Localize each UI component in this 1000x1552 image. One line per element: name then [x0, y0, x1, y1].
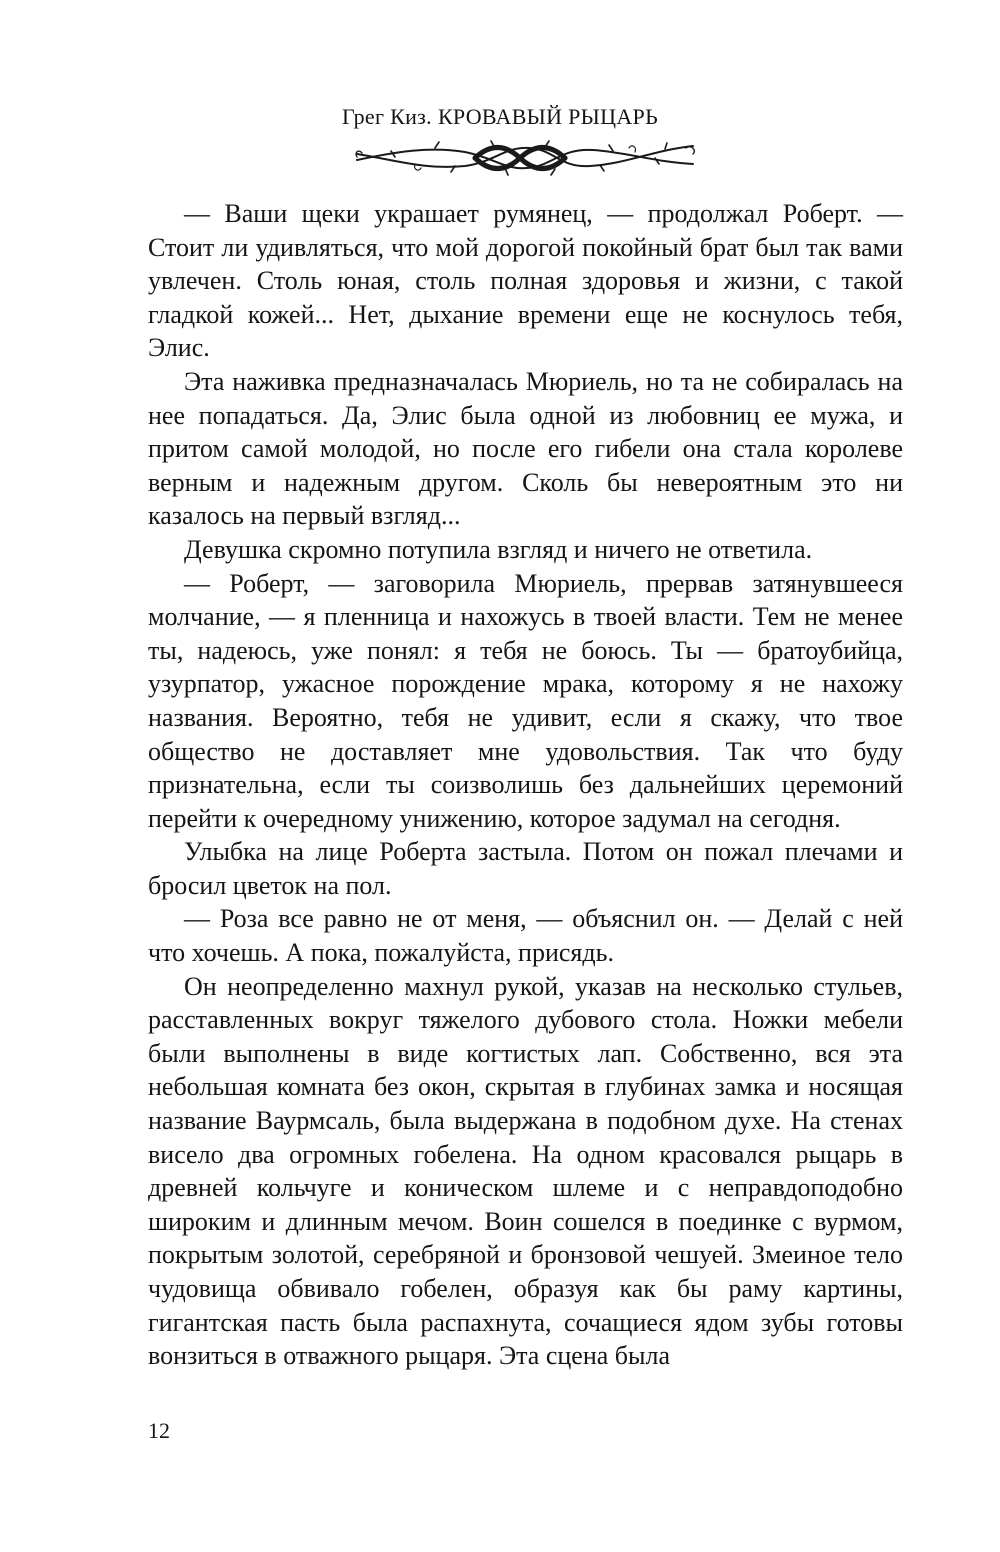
- paragraph: Он неопределенно махнул рукой, указав на несколько стульев, расставленных вокруг тяжелого дубового стола. Ножки мебели были выполнены в виде когтистых лап. Собственно, вся эта небольшая комната без окон, скрытая в глубинах замка и носящая название Ваурмсаль, была выдержана в подобном духе. На стенах висело два огромных гобелена. На одном красовался рыцарь в древней кольчуге и коническом шлеме и с неправдоподобно широким и длинным мечом. Воин сошелся в поединке с вурмом, покрытым золотой, серебряной и бронзовой чешуей. Змеиное тело чудовища обвивало гобелен, образуя как бы раму картины, гигантская пасть была распахнута, сочащиеся ядом зубы готовы вонзиться в отважного рыцаря. Эта сцена была: [148, 971, 903, 1371]
- paragraph: Девушка скромно потупила взгляд и ничего не ответила.: [184, 534, 813, 564]
- paragraph: Эта наживка предназначалась Мюриель, но та не собиралась на нее попадаться. Да, Элис была одной из любовниц ее мужа, и притом самой молодой, но после его гибели она стала королеве верным и надежным другом. Сколь бы невероятным это ни казалось на первый взгляд...: [148, 366, 903, 531]
- header-book-title: КРОВАВЫЙ РЫЦАРЬ: [437, 104, 659, 129]
- body-text: [148, 197, 903, 1373]
- page-number: 12: [148, 1418, 170, 1443]
- header-author: Грег Киз.: [341, 104, 432, 129]
- thorny-vine-ornament-icon: [355, 140, 695, 176]
- paragraph: Улыбка на лице Роберта застыла. Потом он пожал плечами и бросил цветок на пол.: [148, 837, 903, 900]
- paragraph: — Ваши щеки украшает румянец, — продолжал Роберт. — Стоит ли удивляться, что мой дорогой покойный брат был так вами увлечен. Столь юная, столь полная здоровья и жизни, с такой гладкой кожей... Нет, дыхание времени еще не коснулось тебя, Элис.: [148, 199, 903, 363]
- paragraph: — Роберт, — заговорила Мюриель, прервав затянувшееся молчание, — я пленница и нахожусь в твоей власти. Тем не менее ты, надеюсь, уже понял: я тебя не боюсь. Ты — братоубийца, узурпатор, ужасное порождение мрака, которому я не нахожу названия. Вероятно, тебя не удивит, если я скажу, что твое общество не доставляет мне удовольствия. Так что буду признательна, если ты соизволишь без дальнейших церемоний перейти к очередному унижению, которое задумал на сегодня.: [148, 568, 903, 833]
- paragraph: — Роза все равно не от меня, — объяснил он. — Делай с ней что хочешь. А пока, пожалуйста, присядь.: [148, 904, 903, 968]
- running-header: [0, 104, 1000, 130]
